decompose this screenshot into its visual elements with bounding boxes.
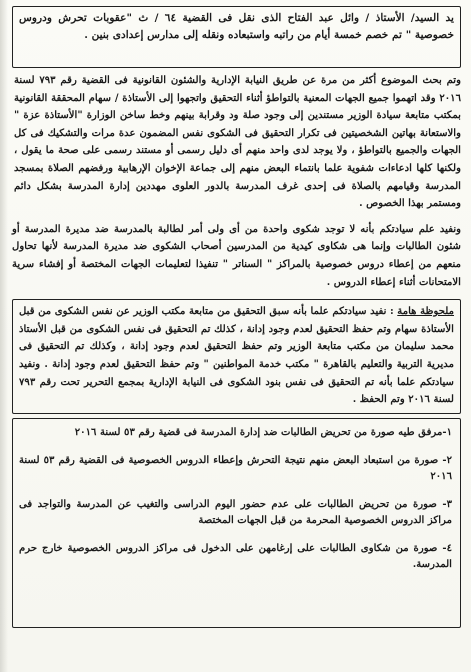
enclosure-item: ٣- صورة من تحريض الطالبات على عدم حضور اليوم الدراسى والتغيب عن المدرسة والتواجد فى مراكز الدروس الخصوصية المحرمة من قبل الجهات المختصة (19, 498, 452, 526)
enclosure-item: ٢- صورة من استبعاد البعض منهم نتيجة التحرش وإعطاء الدروس الخصوصية فى القضية رقم ٥٣ لسنة ٢٠١٦ (19, 454, 452, 482)
page-edge-shadow (0, 0, 8, 672)
enclosure-item: ١-مرفق طيه صورة من تحريض الطالبات ضد إدارة المدرسة فى قضية رقم ٥٣ لسنة ٢٠١٦ (74, 426, 452, 438)
note-title: ملحوظة هامة (397, 306, 454, 318)
header-box (12, 6, 461, 68)
important-note-box (12, 299, 461, 414)
note-text: : نفيد سيادتكم علما بأنه سبق التحقيق من متابعة مكتب الوزير عن نفس الشكوى من قبل الأستاذة سهام وتم حفظ التحقيق لعدم وجود إدانة ، كذلك تم التحقيق فى نفس الشكوى من قبل الأستاذ محمد سليمان من مكتب متابعة الوزير وتم حفظ التحقيق لعدم وجود إدانة ، وكذلك تم التحقيق فى مديرية التربية والتعليم بالقاهرة " مكتب خدمة المواطنين " وتم حفظ التحقيق لعدم وجود إدانة . ونفيد سيادتكم علما بأنه تم التحقيق فى نفس بنود الشكوى فى النيابة الإدارية بمجمع التحرير تحت رقم ٧٩٣ لسنة ٢٠١٦ وتم الحفظ . (19, 306, 454, 406)
enclosure-item: ٤- صورة من شكاوى الطالبات على إرغامهن على الدخول فى مراكز الدروس الخصوصية خارج حرم المدرسة. (19, 542, 452, 570)
enclosures-box (12, 418, 461, 628)
important-note (19, 303, 454, 409)
header-text: يد السيد/ الأستاذ / وائل عبد الفتاح الذى نقل فى القضية ٦٤ / ث "عقوبات تحرش ودروس خصوصية " تم خصم خمسة أيام من راتبه واستبعاده ونقله إلى مدارس إعدادى بنين . (19, 12, 454, 41)
paragraph-no-complaints: ونفيد علم سيادتكم بأنه لا توجد شكوى واحدة من أى ولى أمر لطالبة بالمدرسة ضد مديرة المدرسة أو شئون الطالبات وإنما هى شكاوى كيدية من المدرسين أصحاب الشكوى ضد مديرة المدرسة لأنها تحاول منعهم من إعطاء دروس خصوصية بالمراكز " السناتر " تنفيذا لتعليمات الجهات المختصة أو إفشاء سرية الامتحانات أثناء إعطاء الدروس . (12, 223, 461, 288)
paragraph-investigation: وتم بحث الموضوع أكثر من مرة عن طريق النيابة الإدارية والشئون القانونية فى القضية رقم ٧٩٣ لسنة ٢٠١٦ وقد اتهموا جميع الجهات المعنية بالتواطؤ أثناء التحقيق واتجهوا إلى الأستاذة / سهام المحققة القانونية بمكتب متابعة سيادة الوزير مستندين إلى وجود صلة ود وقرابة بينهم وخط ساخن الوزارة "الأستاذة عزة " والاستعانة بهاتين الشخصيتين فى تكرار التحقيق فى الشكوى نفس المضمون عدة مرات والتشكيك فى كل الجهات والجميع بالتواطؤ ، ولا يوجد لدى واحد منهم أى دليل رسمى أو مستند رسمى على صحة ما يقول ، ولكنها كلها ادعاءات شفوية علما بانتماء البعض منهم إلى جماعة الإخوان الإرهابية ورفضهم الصلاة بمسجد المدرسة وقيامهم بالصلاة فى إحدى غرف المدرسة بالدور العلوى مهددين إدارة المدرسة بشكل دائم ومستمر بهذا الخصوص . (14, 75, 461, 210)
